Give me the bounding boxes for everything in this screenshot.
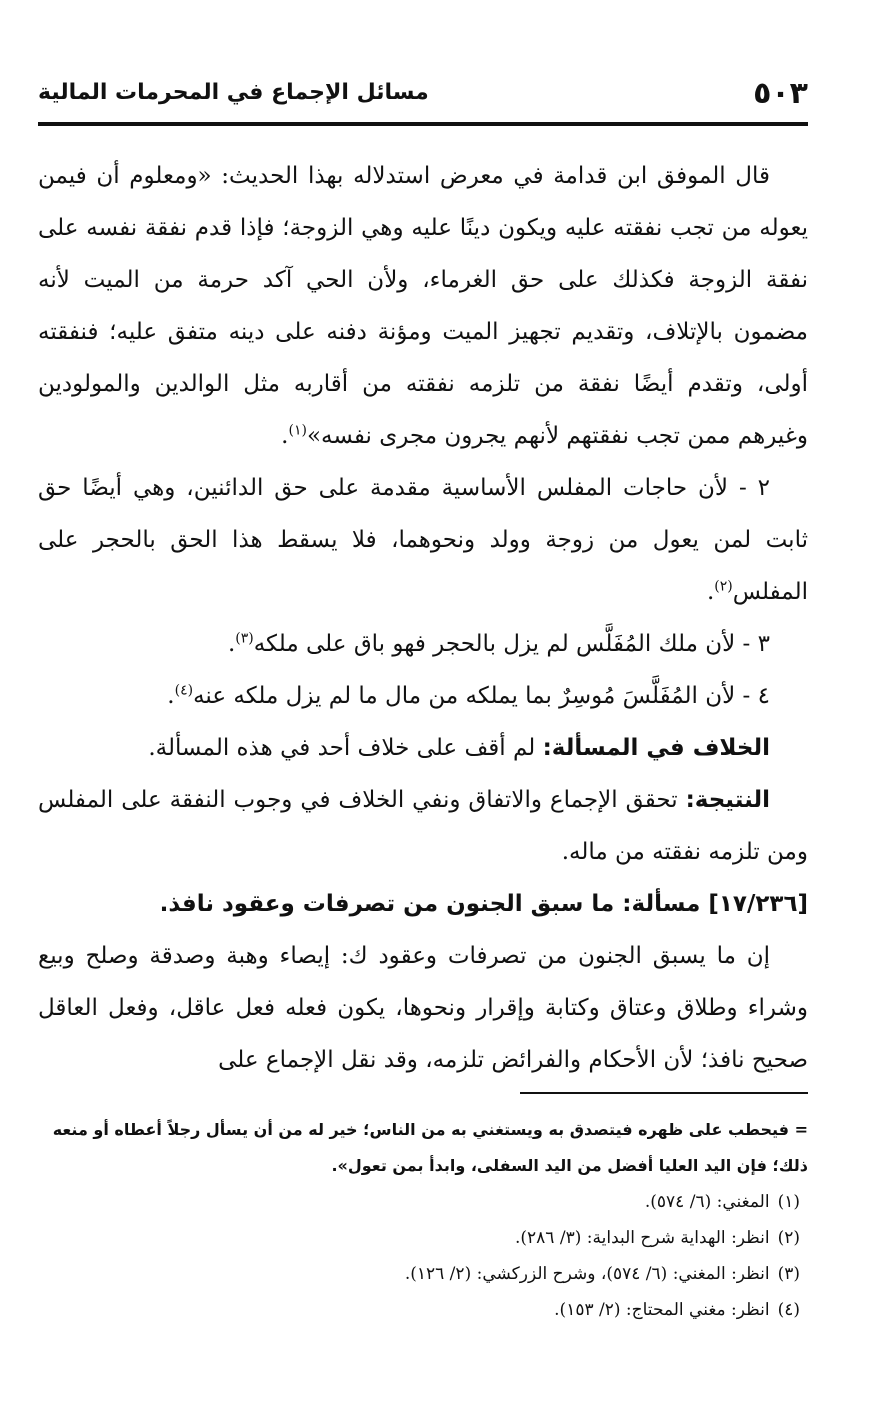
footnotes bbox=[38, 1112, 808, 1328]
reason-4: ٤ - لأن المُفَلَّسَ مُوسِرٌ بما يملكه من مال ما لم يزل ملكه عنه$^{(٤)}$. bbox=[167, 682, 770, 709]
page-number: ٥٠٣ bbox=[753, 76, 808, 111]
header-rule bbox=[38, 122, 808, 126]
quote-paragraph: قال الموفق ابن قدامة في معرض استدلاله بهذا الحديث: «ومعلوم أن فيمن يعوله من تجب نفقته عليه ويكون دينًا عليه وهي الزوجة؛ فإذا قدم نفقة نفسه على نفقة الزوجة فكذلك على حق الغرماء، ولأن الحي آكد حرمة من الميت لأنه مضمون بالإتلاف، وتقديم تجهيز الميت ومؤنة دفنه على دينه متفق عليه؛ فنفقته أولى، وتقدم أيضًا نفقة من تلزمه نفقته من أقاربه مثل الوالدين والمولودين وغيرهم ممن تجب نفقتهم لأنهم يجرون مجرى نفسه»$^{(١)}$. bbox=[38, 163, 808, 449]
footnote-4: (٤)انظر: مغني المحتاج: (٢/ ١٥٣). bbox=[554, 1300, 800, 1320]
running-title: مسائل الإجماع في المحرمات المالية bbox=[38, 80, 429, 105]
natija-label: النتيجة: bbox=[685, 787, 770, 813]
main-text bbox=[38, 150, 808, 1086]
footnote-rule bbox=[520, 1092, 808, 1094]
footnote-ref-1: (١) bbox=[288, 422, 307, 439]
footnote-ref-4: (٤) bbox=[174, 682, 194, 699]
natija-paragraph: النتيجة: تحقق الإجماع والاتفاق ونفي الخلاف في وجوب النفقة على المفلس ومن تلزمه نفقته من ماله. bbox=[38, 787, 808, 865]
issue-heading: [١٧/٢٣٦] مسألة: ما سبق الجنون من تصرفات وعقود نافذ. bbox=[159, 891, 808, 917]
footnote-2: (٢)انظر: الهداية شرح البداية: (٣/ ٢٨٦). bbox=[515, 1228, 800, 1248]
footnote-3: (٣)انظر: المغني: (٦/ ٥٧٤)، وشرح الزركشي: (٢/ ١٢٦). bbox=[404, 1264, 800, 1284]
khilaf-label: الخلاف في المسألة: bbox=[542, 735, 770, 761]
footnote-1: (١)المغني: (٦/ ٥٧٤). bbox=[644, 1192, 800, 1212]
footnote-ref-2: (٢) bbox=[714, 578, 733, 595]
closing-paragraph: إن ما يسبق الجنون من تصرفات وعقود ك: إيصاء وهبة وصدقة وصلح وبيع وشراء وطلاق وعتاق وكتابة وإقرار ونحوها، يكون فعله فعل عاقل، وفعل العاقل صحيح نافذ؛ لأن الأحكام والفرائض تلزمه، وقد نقل الإجماع على bbox=[38, 943, 808, 1073]
footnote-ref-3: (٣) bbox=[235, 630, 254, 647]
reason-3: ٣ - لأن ملك المُفَلَّس لم يزل بالحجر فهو باق على ملكه$^{(٣)}$. bbox=[227, 630, 770, 657]
reason-2: ٢ - لأن حاجات المفلس الأساسية مقدمة على حق الدائنين، وهي أيضًا حق ثابت لمن يعول من زوجة وولد ونحوهما، فلا يسقط هذا الحق بالحجر على المفلس$^{(٢)}$. bbox=[38, 475, 808, 605]
khilaf-paragraph: الخلاف في المسألة: لم أقف على خلاف أحد في هذه المسألة. bbox=[148, 735, 770, 761]
footnote-continuation: = فيحطب على ظهره فيتصدق به ويستغني به من الناس؛ خير له من أن يسأل رجلاً أعطاه أو منعه ذلك؛ فإن اليد العليا أفضل من اليد السفلى، وابدأ بمن تعول». bbox=[52, 1120, 808, 1175]
page-header bbox=[38, 76, 808, 116]
